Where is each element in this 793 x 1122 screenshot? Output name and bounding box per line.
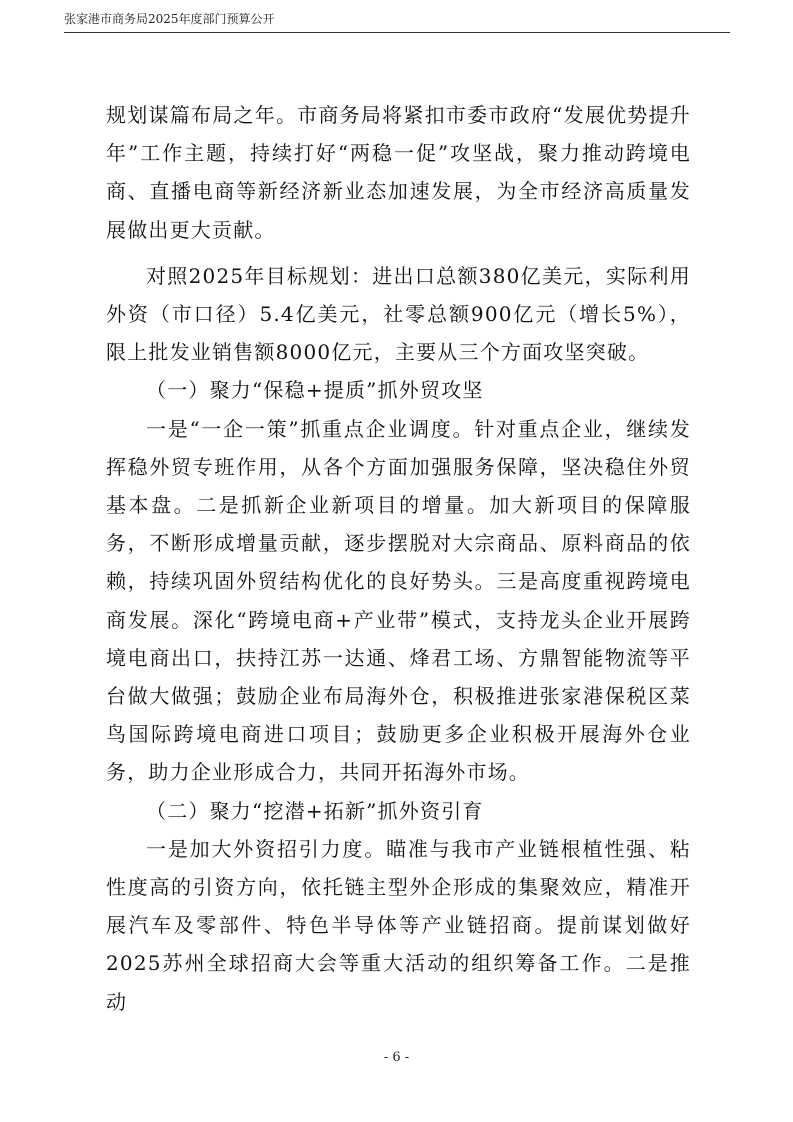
paragraph-foreign-investment: 一是加大外资招引力度。瞄准与我市产业链根植性强、粘性度高的引资方向，依托链主型外企形成的集聚效应，精准开展汽车及零部件、特色半导体等产业链招商。提前谋划做好2025苏州全球招商大会等重大活动的组织筹备工作。二是推动 bbox=[106, 836, 691, 1014]
document-body bbox=[106, 96, 691, 1021]
page-header bbox=[64, 8, 730, 33]
header-title: 张家港市商务局2025年度部门预算公开 bbox=[64, 12, 275, 26]
section-heading-foreign-investment: （二）聚力“挖潜+拓新”抓外资引育 bbox=[146, 798, 484, 823]
section-heading-foreign-trade: （一）聚力“保稳+提质”抓外贸攻坚 bbox=[146, 378, 484, 403]
page-number: - 6 - bbox=[383, 1050, 410, 1065]
paragraph-foreign-trade: 一是“一企一策”抓重点企业调度。针对重点企业，继续发挥稳外贸专班作用，从各个方面加强服务保障，坚决稳住外贸基本盘。二是抓新企业新项目的增量。加大新项目的保障服务，不断形成增量贡献，逐步摆脱对大宗商品、原料商品的依赖，持续巩固外贸结构优化的良好势头。三是高度重视跨境电商发展。深化“跨境电商+产业带”模式，支持龙头企业开展跨境电商出口，扶持江苏一达通、烽君工场、方鼎智能物流等平台做大做强；鼓励企业布局海外仓，积极推进张家港保税区菜鸟国际跨境电商进口项目；鼓励更多企业积极开展海外仓业务，助力企业形成合力，共同开拓海外市场。 bbox=[106, 416, 691, 785]
paragraph-continuation: 规划谋篇布局之年。市商务局将紧扣市委市政府“发展优势提升年”工作主题，持续打好“两稳一促”攻坚战，聚力推动跨境电商、直播电商等新经济新业态加速发展，为全市经济高质量发展做出更大贡献。 bbox=[106, 103, 691, 242]
paragraph-targets: 对照2025年目标规划：进出口总额380亿美元，实际利用外资（市口径）5.4亿美元，社零总额900亿元（增长5%），限上批发业销售额8000亿元，主要从三个方面攻坚突破。 bbox=[106, 263, 691, 365]
